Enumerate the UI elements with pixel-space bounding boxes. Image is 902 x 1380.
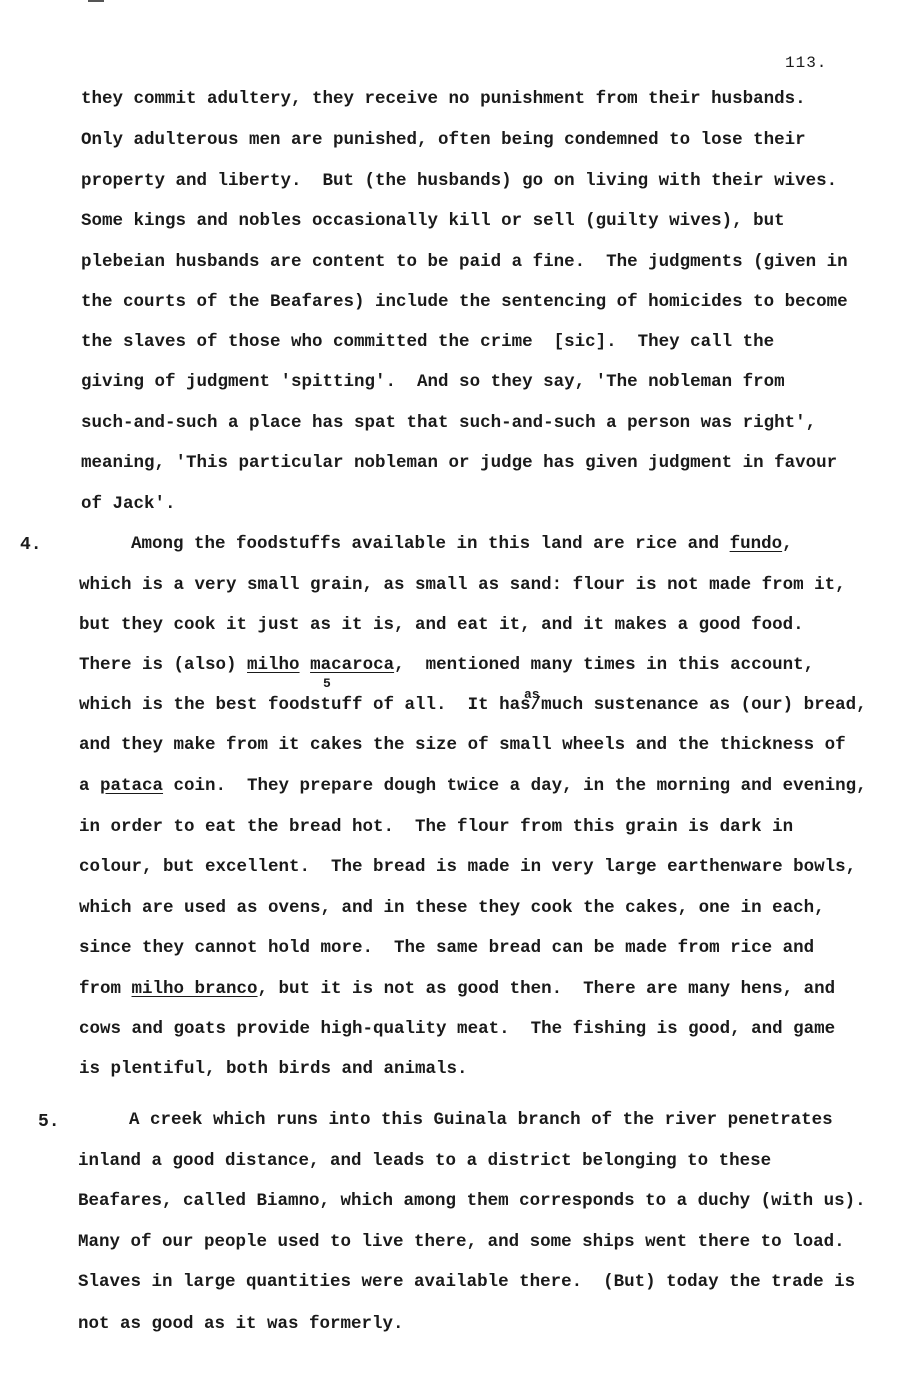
text-line: Beafares, called Biamno, which among them corresponds to a duchy (with us). [78,1191,866,1211]
text-line: inland a good distance, and leads to a district belonging to these [78,1151,772,1171]
underlined-term: fundo [729,534,783,554]
underlined-term: milho branco [131,979,258,999]
top-edge-mark [88,0,104,2]
text-line: the courts of the Beafares) include the sentencing of homicides to become [81,292,848,312]
text-line: from milho branco, but it is not as good then. There are many hens, and [79,979,836,999]
text-line: which is the best foodstuff of all. It has/much sustenance as (our) bread, [79,695,867,715]
page-number: 113. [785,54,828,72]
text-line: Some kings and nobles occasionally kill or sell (guilty wives), but [81,211,785,231]
paragraph-number: 5. [38,1112,60,1132]
text-line: cows and goats provide high-quality meat. The fishing is good, and game [79,1019,836,1039]
text-line: such-and-such a place has spat that such-and-such a person was right', [81,413,817,433]
text-line: they commit adultery, they receive no punishment from their husbands. [81,89,806,109]
text-line: which are used as ovens, and in these they cook the cakes, one in each, [79,898,825,918]
handwritten-insert: 5 [323,676,331,691]
text-line: the slaves of those who committed the crime [sic]. They call the [81,332,775,352]
text-line: is plentiful, both birds and animals. [79,1059,468,1079]
text-line: of Jack'. [81,494,176,514]
text-line: giving of judgment 'spitting'. And so they say, 'The nobleman from [81,372,785,392]
text-line: in order to eat the bread hot. The flour from this grain is dark in [79,817,794,837]
text-line: and they make from it cakes the size of small wheels and the thickness of [79,735,846,755]
paragraph-number: 4. [20,535,42,555]
text-line: a pataca coin. They prepare dough twice a day, in the morning and evening, [79,776,867,796]
text-line: property and liberty. But (the husbands) go on living with their wives. [81,171,838,191]
text-line: A creek which runs into this Guinala branch of the river penetrates [129,1110,833,1130]
text-line: which is a very small grain, as small as sand: flour is not made from it, [79,575,846,595]
text-line: but they cook it just as it is, and eat it, and it makes a good food. [79,615,804,635]
text-line: Among the foodstuffs available in this land are rice and fundo, [131,534,793,554]
text-line: colour, but excellent. The bread is made in very large earthenware bowls, [79,857,857,877]
text-line: not as good as it was formerly. [78,1314,404,1334]
text-line: meaning, 'This particular nobleman or judge has given judgment in favour [81,453,838,473]
text-line: Only adulterous men are punished, often being condemned to lose their [81,130,806,150]
underlined-term: milho [247,655,300,675]
handwritten-insert: as [524,687,540,702]
text-line: plebeian husbands are content to be paid a fine. The judgments (given in [81,252,848,272]
underlined-term: macaroca [310,655,395,675]
text-line: since they cannot hold more. The same bread can be made from rice and [79,938,815,958]
text-line: Many of our people used to live there, and some ships went there to load. [78,1232,845,1252]
underlined-term: pataca [100,776,164,796]
text-line: There is (also) milho macaroca, mentioned many times in this account, [79,655,815,675]
text-line: Slaves in large quantities were available there. (But) today the trade is [78,1272,856,1292]
